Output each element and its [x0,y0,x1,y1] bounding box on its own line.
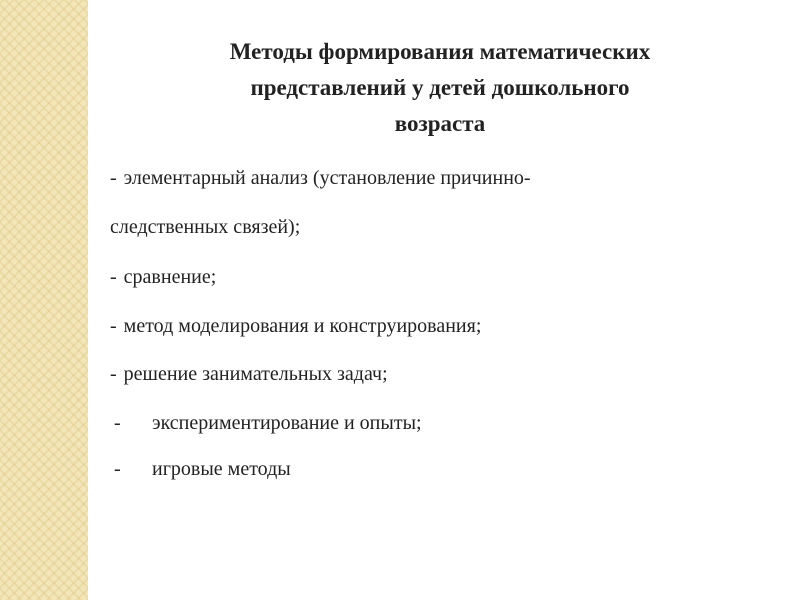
slide-title [110,34,770,142]
list-item-comparison [110,265,770,289]
list-dash: - [110,266,117,288]
list-item-games [110,457,770,481]
list-item-analysis [110,166,770,190]
list-item-text: сравнение; [123,266,217,288]
list-item-text: игровые методы [152,458,291,480]
list-item-text: элементарный анализ (установление причинно- [123,167,531,189]
title-line-3: возраста [394,111,486,136]
decorative-side-strip [0,0,88,600]
title-line-1: Методы формирования математических [229,39,651,64]
title-line-2: представлений у детей дошкольного [250,75,630,100]
list-item-modeling [110,314,770,338]
list-dash: - [110,167,117,189]
list-dash: - [114,412,121,434]
list-item-text: экспериментирование и опыты; [152,412,422,434]
list-dash: - [110,363,117,385]
list-item-tasks [110,362,770,386]
list-item-text: метод моделирования и конструирования; [123,315,482,337]
list-dash: - [114,458,121,480]
list-item-experiments [110,411,770,435]
list-dash: - [110,315,117,337]
list-item-text: решение занимательных задач; [123,363,388,385]
list-item-text: следственных связей); [110,216,301,238]
list-item-analysis-continued [110,215,770,239]
